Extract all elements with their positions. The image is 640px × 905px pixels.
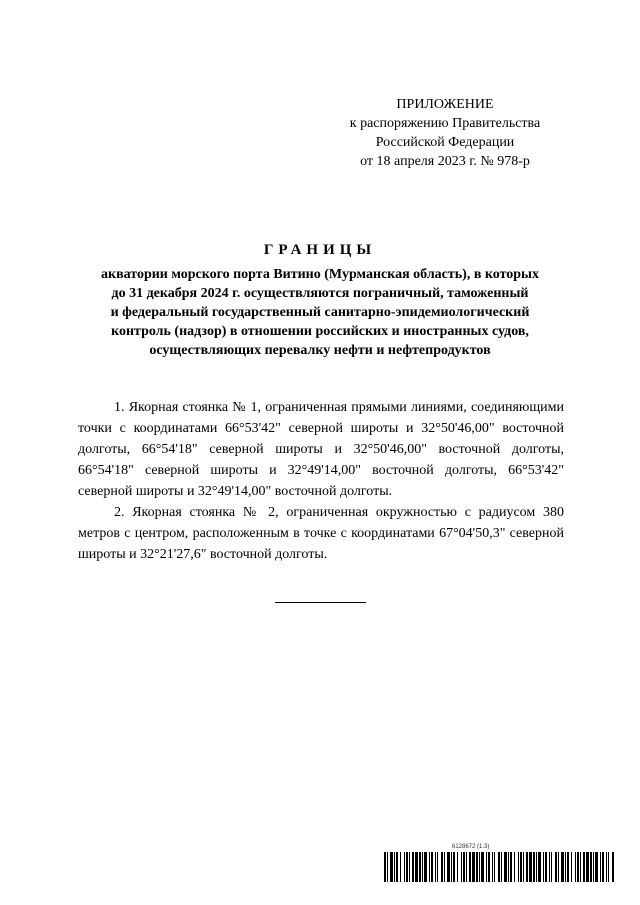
- appendix-date-number: от 18 апреля 2023 г. № 978-р: [360, 154, 530, 169]
- barcode: [384, 852, 614, 882]
- document-code: 6128672 (1.3): [452, 844, 490, 850]
- appendix-government: Российской Федерации: [375, 135, 515, 150]
- subtitle-line: осуществляющих перевалку нефти и нефтепродуктов: [149, 343, 491, 358]
- subtitle-line: акватории морского порта Витино (Мурманская область), в которых: [101, 267, 539, 282]
- end-divider: [275, 602, 366, 603]
- subtitle-line: до 31 декабря 2024 г. осуществляются пограничный, таможенный: [111, 286, 529, 301]
- subtitle-line: и федеральный государственный санитарно-эпидемиологический: [110, 305, 530, 320]
- document-title: ГРАНИЦЫ: [263, 242, 377, 258]
- paragraph-anchorage-2: 2. Якорная стоянка № 2, ограниченная окружностью с радиусом 380 метров с центром, расположенным в точке с координатами 67°04'50,3" северной широты и 32°21'27,6" восточной долготы.: [78, 505, 564, 562]
- appendix-decree-ref: к распоряжению Правительства: [349, 116, 541, 131]
- paragraph-anchorage-1: 1. Якорная стоянка № 1, ограниченная прямыми линиями, соединяющими точки с координатами 66°53'42" северной широты и 32°50'46,00" восточной долготы, 66°54'18" северной широты и 32°50'46,00" восточной долготы, 66°54'18" северной широты и 32°49'14,00" восточной долготы, 66°53'42" северной широты и 32°49'14,00" восточной долготы.: [78, 400, 564, 499]
- document-body: [78, 397, 564, 565]
- appendix-label: ПРИЛОЖЕНИЕ: [396, 97, 494, 112]
- subtitle-line: контроль (надзор) в отношении российских и иностранных судов,: [111, 324, 529, 339]
- appendix-header: [330, 95, 560, 171]
- document-subtitle: [70, 265, 570, 360]
